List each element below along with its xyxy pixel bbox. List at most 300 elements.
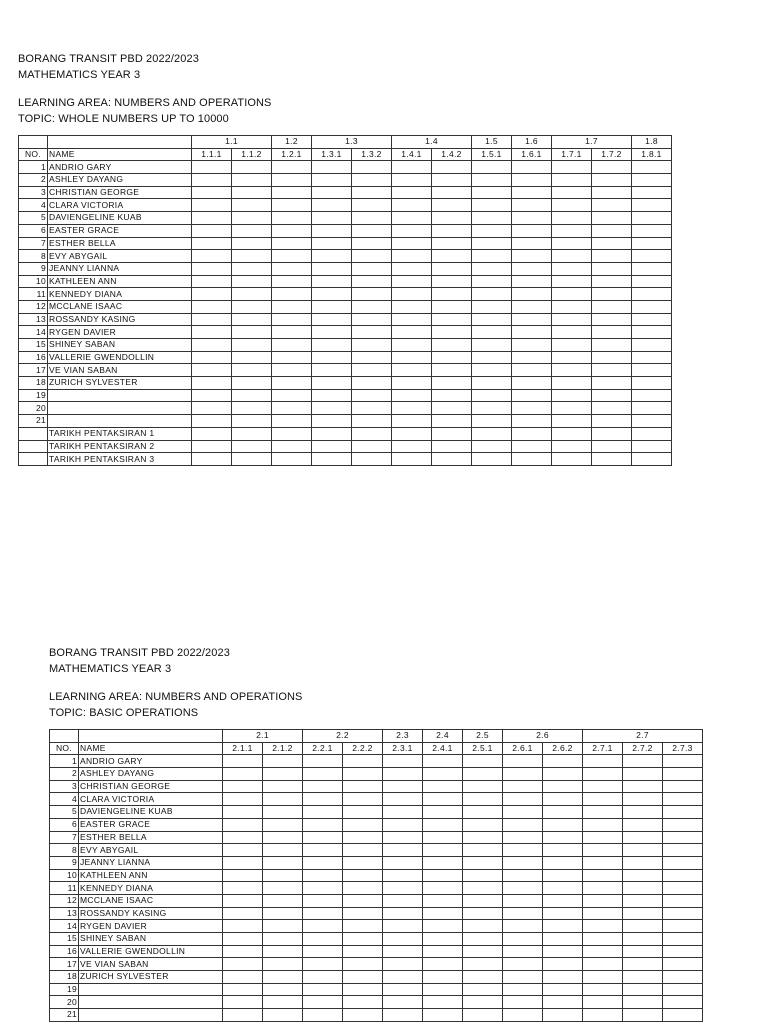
score-cell[interactable] xyxy=(472,364,512,377)
score-cell[interactable] xyxy=(352,224,392,237)
score-cell[interactable] xyxy=(663,971,703,984)
score-cell[interactable] xyxy=(632,326,672,339)
score-cell[interactable] xyxy=(263,983,303,996)
date-cell[interactable] xyxy=(312,427,352,440)
score-cell[interactable] xyxy=(192,402,232,415)
score-cell[interactable] xyxy=(312,339,352,352)
score-cell[interactable] xyxy=(632,402,672,415)
score-cell[interactable] xyxy=(192,250,232,263)
score-cell[interactable] xyxy=(472,377,512,390)
score-cell[interactable] xyxy=(223,958,263,971)
score-cell[interactable] xyxy=(392,174,432,187)
score-cell[interactable] xyxy=(552,161,592,174)
score-cell[interactable] xyxy=(223,806,263,819)
date-cell[interactable] xyxy=(312,453,352,466)
score-cell[interactable] xyxy=(312,415,352,428)
score-cell[interactable] xyxy=(263,768,303,781)
score-cell[interactable] xyxy=(552,377,592,390)
score-cell[interactable] xyxy=(192,212,232,225)
score-cell[interactable] xyxy=(503,882,543,895)
score-cell[interactable] xyxy=(632,364,672,377)
score-cell[interactable] xyxy=(223,793,263,806)
score-cell[interactable] xyxy=(272,224,312,237)
score-cell[interactable] xyxy=(383,882,423,895)
score-cell[interactable] xyxy=(392,262,432,275)
score-cell[interactable] xyxy=(392,313,432,326)
score-cell[interactable] xyxy=(503,755,543,768)
score-cell[interactable] xyxy=(263,996,303,1009)
score-cell[interactable] xyxy=(583,755,623,768)
score-cell[interactable] xyxy=(583,983,623,996)
score-cell[interactable] xyxy=(512,364,552,377)
score-cell[interactable] xyxy=(623,755,663,768)
score-cell[interactable] xyxy=(583,856,623,869)
score-cell[interactable] xyxy=(232,377,272,390)
score-cell[interactable] xyxy=(272,300,312,313)
score-cell[interactable] xyxy=(632,339,672,352)
score-cell[interactable] xyxy=(272,161,312,174)
score-cell[interactable] xyxy=(432,161,472,174)
score-cell[interactable] xyxy=(392,377,432,390)
score-cell[interactable] xyxy=(263,780,303,793)
score-cell[interactable] xyxy=(272,212,312,225)
score-cell[interactable] xyxy=(303,945,343,958)
score-cell[interactable] xyxy=(192,377,232,390)
score-cell[interactable] xyxy=(223,831,263,844)
score-cell[interactable] xyxy=(583,780,623,793)
score-cell[interactable] xyxy=(272,364,312,377)
score-cell[interactable] xyxy=(303,894,343,907)
score-cell[interactable] xyxy=(583,894,623,907)
score-cell[interactable] xyxy=(632,415,672,428)
date-cell[interactable] xyxy=(552,440,592,453)
score-cell[interactable] xyxy=(312,389,352,402)
score-cell[interactable] xyxy=(383,755,423,768)
score-cell[interactable] xyxy=(463,1009,503,1022)
date-cell[interactable] xyxy=(192,440,232,453)
score-cell[interactable] xyxy=(592,262,632,275)
score-cell[interactable] xyxy=(272,415,312,428)
score-cell[interactable] xyxy=(463,844,503,857)
score-cell[interactable] xyxy=(263,1009,303,1022)
score-cell[interactable] xyxy=(192,339,232,352)
score-cell[interactable] xyxy=(263,933,303,946)
score-cell[interactable] xyxy=(192,262,232,275)
score-cell[interactable] xyxy=(552,339,592,352)
score-cell[interactable] xyxy=(623,971,663,984)
date-cell[interactable] xyxy=(552,453,592,466)
score-cell[interactable] xyxy=(552,402,592,415)
score-cell[interactable] xyxy=(312,326,352,339)
score-cell[interactable] xyxy=(272,288,312,301)
score-cell[interactable] xyxy=(663,996,703,1009)
score-cell[interactable] xyxy=(583,971,623,984)
date-cell[interactable] xyxy=(232,427,272,440)
score-cell[interactable] xyxy=(512,199,552,212)
score-cell[interactable] xyxy=(303,818,343,831)
score-cell[interactable] xyxy=(343,971,383,984)
score-cell[interactable] xyxy=(392,339,432,352)
score-cell[interactable] xyxy=(272,326,312,339)
score-cell[interactable] xyxy=(263,907,303,920)
date-cell[interactable] xyxy=(232,440,272,453)
score-cell[interactable] xyxy=(263,894,303,907)
score-cell[interactable] xyxy=(552,212,592,225)
score-cell[interactable] xyxy=(343,818,383,831)
score-cell[interactable] xyxy=(192,313,232,326)
score-cell[interactable] xyxy=(472,174,512,187)
score-cell[interactable] xyxy=(303,882,343,895)
score-cell[interactable] xyxy=(512,237,552,250)
score-cell[interactable] xyxy=(192,415,232,428)
score-cell[interactable] xyxy=(303,958,343,971)
score-cell[interactable] xyxy=(592,250,632,263)
date-cell[interactable] xyxy=(632,453,672,466)
score-cell[interactable] xyxy=(352,161,392,174)
score-cell[interactable] xyxy=(423,768,463,781)
score-cell[interactable] xyxy=(663,983,703,996)
score-cell[interactable] xyxy=(272,389,312,402)
score-cell[interactable] xyxy=(343,933,383,946)
score-cell[interactable] xyxy=(543,869,583,882)
score-cell[interactable] xyxy=(423,818,463,831)
score-cell[interactable] xyxy=(512,262,552,275)
score-cell[interactable] xyxy=(383,856,423,869)
score-cell[interactable] xyxy=(432,262,472,275)
score-cell[interactable] xyxy=(632,161,672,174)
score-cell[interactable] xyxy=(383,996,423,1009)
score-cell[interactable] xyxy=(392,186,432,199)
score-cell[interactable] xyxy=(423,971,463,984)
score-cell[interactable] xyxy=(592,326,632,339)
score-cell[interactable] xyxy=(623,818,663,831)
score-cell[interactable] xyxy=(263,844,303,857)
score-cell[interactable] xyxy=(232,339,272,352)
score-cell[interactable] xyxy=(312,237,352,250)
score-cell[interactable] xyxy=(503,996,543,1009)
score-cell[interactable] xyxy=(552,199,592,212)
score-cell[interactable] xyxy=(272,351,312,364)
score-cell[interactable] xyxy=(383,894,423,907)
score-cell[interactable] xyxy=(303,831,343,844)
score-cell[interactable] xyxy=(592,402,632,415)
score-cell[interactable] xyxy=(432,326,472,339)
score-cell[interactable] xyxy=(503,793,543,806)
score-cell[interactable] xyxy=(352,402,392,415)
score-cell[interactable] xyxy=(472,224,512,237)
score-cell[interactable] xyxy=(223,869,263,882)
score-cell[interactable] xyxy=(392,288,432,301)
score-cell[interactable] xyxy=(503,971,543,984)
score-cell[interactable] xyxy=(503,768,543,781)
score-cell[interactable] xyxy=(432,339,472,352)
score-cell[interactable] xyxy=(472,389,512,402)
score-cell[interactable] xyxy=(552,364,592,377)
score-cell[interactable] xyxy=(592,224,632,237)
score-cell[interactable] xyxy=(592,377,632,390)
score-cell[interactable] xyxy=(263,793,303,806)
score-cell[interactable] xyxy=(432,174,472,187)
date-cell[interactable] xyxy=(592,440,632,453)
score-cell[interactable] xyxy=(312,313,352,326)
score-cell[interactable] xyxy=(472,262,512,275)
score-cell[interactable] xyxy=(383,780,423,793)
score-cell[interactable] xyxy=(623,933,663,946)
date-cell[interactable] xyxy=(432,440,472,453)
score-cell[interactable] xyxy=(312,364,352,377)
score-cell[interactable] xyxy=(623,793,663,806)
score-cell[interactable] xyxy=(423,844,463,857)
score-cell[interactable] xyxy=(343,945,383,958)
date-cell[interactable] xyxy=(352,453,392,466)
score-cell[interactable] xyxy=(512,224,552,237)
score-cell[interactable] xyxy=(352,199,392,212)
score-cell[interactable] xyxy=(592,212,632,225)
score-cell[interactable] xyxy=(432,212,472,225)
score-cell[interactable] xyxy=(632,377,672,390)
score-cell[interactable] xyxy=(632,351,672,364)
score-cell[interactable] xyxy=(552,174,592,187)
score-cell[interactable] xyxy=(392,212,432,225)
score-cell[interactable] xyxy=(423,856,463,869)
score-cell[interactable] xyxy=(352,377,392,390)
score-cell[interactable] xyxy=(583,869,623,882)
score-cell[interactable] xyxy=(352,186,392,199)
score-cell[interactable] xyxy=(472,212,512,225)
score-cell[interactable] xyxy=(263,806,303,819)
score-cell[interactable] xyxy=(223,780,263,793)
score-cell[interactable] xyxy=(463,818,503,831)
score-cell[interactable] xyxy=(512,174,552,187)
score-cell[interactable] xyxy=(232,250,272,263)
score-cell[interactable] xyxy=(583,818,623,831)
score-cell[interactable] xyxy=(463,780,503,793)
score-cell[interactable] xyxy=(192,326,232,339)
score-cell[interactable] xyxy=(272,199,312,212)
score-cell[interactable] xyxy=(472,351,512,364)
score-cell[interactable] xyxy=(383,971,423,984)
score-cell[interactable] xyxy=(232,161,272,174)
score-cell[interactable] xyxy=(583,768,623,781)
score-cell[interactable] xyxy=(392,275,432,288)
date-cell[interactable] xyxy=(632,427,672,440)
score-cell[interactable] xyxy=(263,882,303,895)
score-cell[interactable] xyxy=(352,174,392,187)
score-cell[interactable] xyxy=(352,339,392,352)
score-cell[interactable] xyxy=(583,958,623,971)
score-cell[interactable] xyxy=(432,237,472,250)
score-cell[interactable] xyxy=(272,250,312,263)
score-cell[interactable] xyxy=(663,882,703,895)
date-cell[interactable] xyxy=(352,440,392,453)
score-cell[interactable] xyxy=(463,793,503,806)
score-cell[interactable] xyxy=(512,275,552,288)
score-cell[interactable] xyxy=(623,806,663,819)
score-cell[interactable] xyxy=(343,996,383,1009)
score-cell[interactable] xyxy=(503,869,543,882)
score-cell[interactable] xyxy=(432,288,472,301)
score-cell[interactable] xyxy=(552,275,592,288)
date-cell[interactable] xyxy=(312,440,352,453)
score-cell[interactable] xyxy=(623,844,663,857)
score-cell[interactable] xyxy=(463,831,503,844)
score-cell[interactable] xyxy=(632,389,672,402)
score-cell[interactable] xyxy=(423,755,463,768)
score-cell[interactable] xyxy=(312,186,352,199)
score-cell[interactable] xyxy=(232,262,272,275)
score-cell[interactable] xyxy=(392,300,432,313)
date-cell[interactable] xyxy=(272,453,312,466)
score-cell[interactable] xyxy=(223,996,263,1009)
score-cell[interactable] xyxy=(223,907,263,920)
score-cell[interactable] xyxy=(432,364,472,377)
score-cell[interactable] xyxy=(592,237,632,250)
score-cell[interactable] xyxy=(312,275,352,288)
score-cell[interactable] xyxy=(423,958,463,971)
score-cell[interactable] xyxy=(343,793,383,806)
score-cell[interactable] xyxy=(343,869,383,882)
score-cell[interactable] xyxy=(432,186,472,199)
score-cell[interactable] xyxy=(263,958,303,971)
score-cell[interactable] xyxy=(472,339,512,352)
score-cell[interactable] xyxy=(232,402,272,415)
score-cell[interactable] xyxy=(463,945,503,958)
score-cell[interactable] xyxy=(463,971,503,984)
date-cell[interactable] xyxy=(472,453,512,466)
score-cell[interactable] xyxy=(592,389,632,402)
score-cell[interactable] xyxy=(503,1009,543,1022)
score-cell[interactable] xyxy=(512,415,552,428)
score-cell[interactable] xyxy=(303,1009,343,1022)
score-cell[interactable] xyxy=(583,1009,623,1022)
score-cell[interactable] xyxy=(383,958,423,971)
score-cell[interactable] xyxy=(463,768,503,781)
score-cell[interactable] xyxy=(623,780,663,793)
score-cell[interactable] xyxy=(263,818,303,831)
score-cell[interactable] xyxy=(312,288,352,301)
score-cell[interactable] xyxy=(592,339,632,352)
score-cell[interactable] xyxy=(583,907,623,920)
score-cell[interactable] xyxy=(223,933,263,946)
score-cell[interactable] xyxy=(632,275,672,288)
score-cell[interactable] xyxy=(232,313,272,326)
score-cell[interactable] xyxy=(432,351,472,364)
score-cell[interactable] xyxy=(463,894,503,907)
score-cell[interactable] xyxy=(663,818,703,831)
score-cell[interactable] xyxy=(383,768,423,781)
score-cell[interactable] xyxy=(663,945,703,958)
score-cell[interactable] xyxy=(232,174,272,187)
score-cell[interactable] xyxy=(543,933,583,946)
score-cell[interactable] xyxy=(303,983,343,996)
score-cell[interactable] xyxy=(223,983,263,996)
date-cell[interactable] xyxy=(472,440,512,453)
date-cell[interactable] xyxy=(232,453,272,466)
score-cell[interactable] xyxy=(312,402,352,415)
score-cell[interactable] xyxy=(472,199,512,212)
score-cell[interactable] xyxy=(623,831,663,844)
score-cell[interactable] xyxy=(512,389,552,402)
score-cell[interactable] xyxy=(263,945,303,958)
score-cell[interactable] xyxy=(472,275,512,288)
score-cell[interactable] xyxy=(623,945,663,958)
score-cell[interactable] xyxy=(663,856,703,869)
score-cell[interactable] xyxy=(223,768,263,781)
score-cell[interactable] xyxy=(543,882,583,895)
score-cell[interactable] xyxy=(552,224,592,237)
date-cell[interactable] xyxy=(552,427,592,440)
score-cell[interactable] xyxy=(383,945,423,958)
score-cell[interactable] xyxy=(512,288,552,301)
score-cell[interactable] xyxy=(592,415,632,428)
score-cell[interactable] xyxy=(272,377,312,390)
score-cell[interactable] xyxy=(343,894,383,907)
score-cell[interactable] xyxy=(463,983,503,996)
score-cell[interactable] xyxy=(592,288,632,301)
score-cell[interactable] xyxy=(503,818,543,831)
score-cell[interactable] xyxy=(512,186,552,199)
score-cell[interactable] xyxy=(192,199,232,212)
score-cell[interactable] xyxy=(343,920,383,933)
score-cell[interactable] xyxy=(392,389,432,402)
score-cell[interactable] xyxy=(423,793,463,806)
score-cell[interactable] xyxy=(383,983,423,996)
score-cell[interactable] xyxy=(663,755,703,768)
score-cell[interactable] xyxy=(663,780,703,793)
score-cell[interactable] xyxy=(352,351,392,364)
score-cell[interactable] xyxy=(543,945,583,958)
score-cell[interactable] xyxy=(343,958,383,971)
score-cell[interactable] xyxy=(423,907,463,920)
score-cell[interactable] xyxy=(343,780,383,793)
score-cell[interactable] xyxy=(423,831,463,844)
score-cell[interactable] xyxy=(463,907,503,920)
score-cell[interactable] xyxy=(223,920,263,933)
score-cell[interactable] xyxy=(223,755,263,768)
score-cell[interactable] xyxy=(303,793,343,806)
score-cell[interactable] xyxy=(552,186,592,199)
score-cell[interactable] xyxy=(343,844,383,857)
score-cell[interactable] xyxy=(552,288,592,301)
score-cell[interactable] xyxy=(343,1009,383,1022)
score-cell[interactable] xyxy=(472,186,512,199)
score-cell[interactable] xyxy=(583,793,623,806)
score-cell[interactable] xyxy=(503,933,543,946)
score-cell[interactable] xyxy=(543,971,583,984)
score-cell[interactable] xyxy=(192,364,232,377)
score-cell[interactable] xyxy=(632,250,672,263)
score-cell[interactable] xyxy=(632,174,672,187)
score-cell[interactable] xyxy=(223,894,263,907)
score-cell[interactable] xyxy=(543,844,583,857)
score-cell[interactable] xyxy=(592,174,632,187)
score-cell[interactable] xyxy=(423,894,463,907)
score-cell[interactable] xyxy=(272,339,312,352)
score-cell[interactable] xyxy=(423,983,463,996)
score-cell[interactable] xyxy=(303,869,343,882)
score-cell[interactable] xyxy=(543,755,583,768)
score-cell[interactable] xyxy=(663,907,703,920)
score-cell[interactable] xyxy=(623,882,663,895)
score-cell[interactable] xyxy=(352,300,392,313)
score-cell[interactable] xyxy=(312,174,352,187)
date-cell[interactable] xyxy=(352,427,392,440)
score-cell[interactable] xyxy=(623,1009,663,1022)
score-cell[interactable] xyxy=(272,313,312,326)
score-cell[interactable] xyxy=(543,894,583,907)
score-cell[interactable] xyxy=(432,224,472,237)
score-cell[interactable] xyxy=(223,844,263,857)
